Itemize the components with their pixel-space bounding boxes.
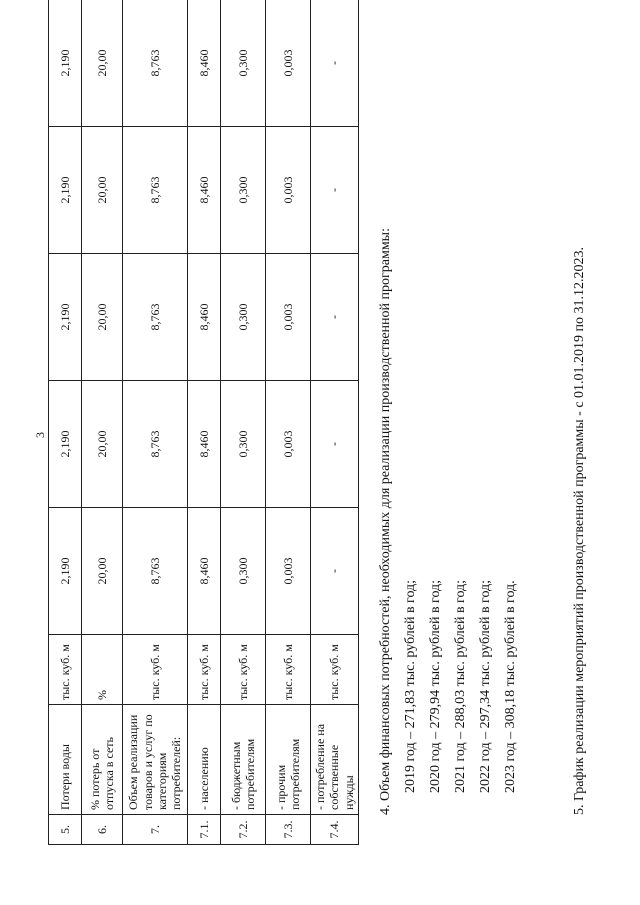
year-value-cell: - <box>311 508 359 635</box>
row-number: 7.4. <box>311 815 359 845</box>
year-value-cell: - <box>311 127 359 254</box>
year-value-cell: 0,003 <box>266 508 311 635</box>
year-value-cell: 0,003 <box>266 127 311 254</box>
indicator-name: - потребление на собственные нужды <box>311 705 359 815</box>
year-value-cell: 0,300 <box>221 508 266 635</box>
schedule-section <box>572 15 588 815</box>
page-number: 3 <box>33 432 47 438</box>
indicator-name: % потерь от отпуска в сеть <box>82 705 123 815</box>
year-value-cell: 8,763 <box>123 127 188 254</box>
table-row <box>221 0 266 845</box>
year-value-cell: 8,763 <box>123 381 188 508</box>
year-value-cell: 2,190 <box>49 0 82 127</box>
year-value-cell: 0,300 <box>221 0 266 127</box>
year-value-cell: 8,460 <box>188 381 221 508</box>
unit-cell: тыс. куб. м <box>49 635 82 705</box>
table-row <box>123 0 188 845</box>
indicators-table <box>48 0 359 845</box>
financial-needs-section <box>378 15 528 815</box>
year-value-cell: 8,763 <box>123 508 188 635</box>
unit-cell: тыс. куб. м <box>123 635 188 705</box>
year-value-cell: - <box>311 381 359 508</box>
indicator-name: - бюджетным потребителям <box>221 705 266 815</box>
year-value-cell: 0,300 <box>221 381 266 508</box>
table-row <box>188 0 221 845</box>
indicator-name: Потери воды <box>49 705 82 815</box>
row-number: 7. <box>123 815 188 845</box>
indicator-name: Объем реализации товаров и услуг по категориям потребителей: <box>123 705 188 815</box>
year-value-cell: 2,190 <box>49 127 82 254</box>
section4-line-2022: 2022 год – 297,34 тыс. рублей в год; <box>478 579 493 793</box>
year-value-cell: 20,00 <box>82 0 123 127</box>
year-value-cell: 20,00 <box>82 254 123 381</box>
row-number: 7.2. <box>221 815 266 845</box>
unit-cell: % <box>82 635 123 705</box>
unit-cell: тыс. куб. м <box>188 635 221 705</box>
table-row <box>266 0 311 845</box>
row-number: 5. <box>49 815 82 845</box>
year-value-cell: 8,460 <box>188 508 221 635</box>
unit-cell: тыс. куб. м <box>221 635 266 705</box>
section4-line-2019: 2019 год – 271,83 тыс. рублей в год; <box>403 579 418 793</box>
indicator-name: - прочим потребителям <box>266 705 311 815</box>
year-value-cell: - <box>311 254 359 381</box>
year-value-cell: 20,00 <box>82 127 123 254</box>
year-value-cell: 0,003 <box>266 254 311 381</box>
table-row <box>49 0 82 845</box>
year-value-cell: 2,190 <box>49 254 82 381</box>
year-value-cell: 0,300 <box>221 127 266 254</box>
section4-line-2021: 2021 год – 288,03 тыс. рублей в год; <box>453 579 468 793</box>
year-value-cell: 20,00 <box>82 508 123 635</box>
year-value-cell: - <box>311 0 359 127</box>
year-value-cell: 0,300 <box>221 254 266 381</box>
year-value-cell: 8,460 <box>188 254 221 381</box>
year-value-cell: 8,763 <box>123 0 188 127</box>
row-number: 7.1. <box>188 815 221 845</box>
unit-cell: тыс. куб. м <box>311 635 359 705</box>
unit-cell: тыс. куб. м <box>266 635 311 705</box>
year-value-cell: 20,00 <box>82 381 123 508</box>
section4-heading: 4. Объем финансовых потребностей, необходимых для реализации производственной программы: <box>378 228 393 815</box>
row-number: 6. <box>82 815 123 845</box>
year-value-cell: 2,190 <box>49 381 82 508</box>
year-value-cell: 2,190 <box>49 508 82 635</box>
year-value-cell: 0,003 <box>266 0 311 127</box>
section4-line-2020: 2020 год – 279,94 тыс. рублей в год; <box>428 579 443 793</box>
year-value-cell: 8,460 <box>188 0 221 127</box>
table-row <box>82 0 123 845</box>
indicator-name: - населению <box>188 705 221 815</box>
section5-heading: 5. График реализации мероприятий производственной программы - с 01.01.2019 по 31.12.2023. <box>572 246 587 815</box>
section4-line-2023: 2023 год – 308,18 тыс. рублей в год. <box>503 580 518 793</box>
table-row <box>311 0 359 845</box>
year-value-cell: 0,003 <box>266 381 311 508</box>
year-value-cell: 8,460 <box>188 127 221 254</box>
row-number: 7.3. <box>266 815 311 845</box>
year-value-cell: 8,763 <box>123 254 188 381</box>
table-body <box>49 0 359 845</box>
